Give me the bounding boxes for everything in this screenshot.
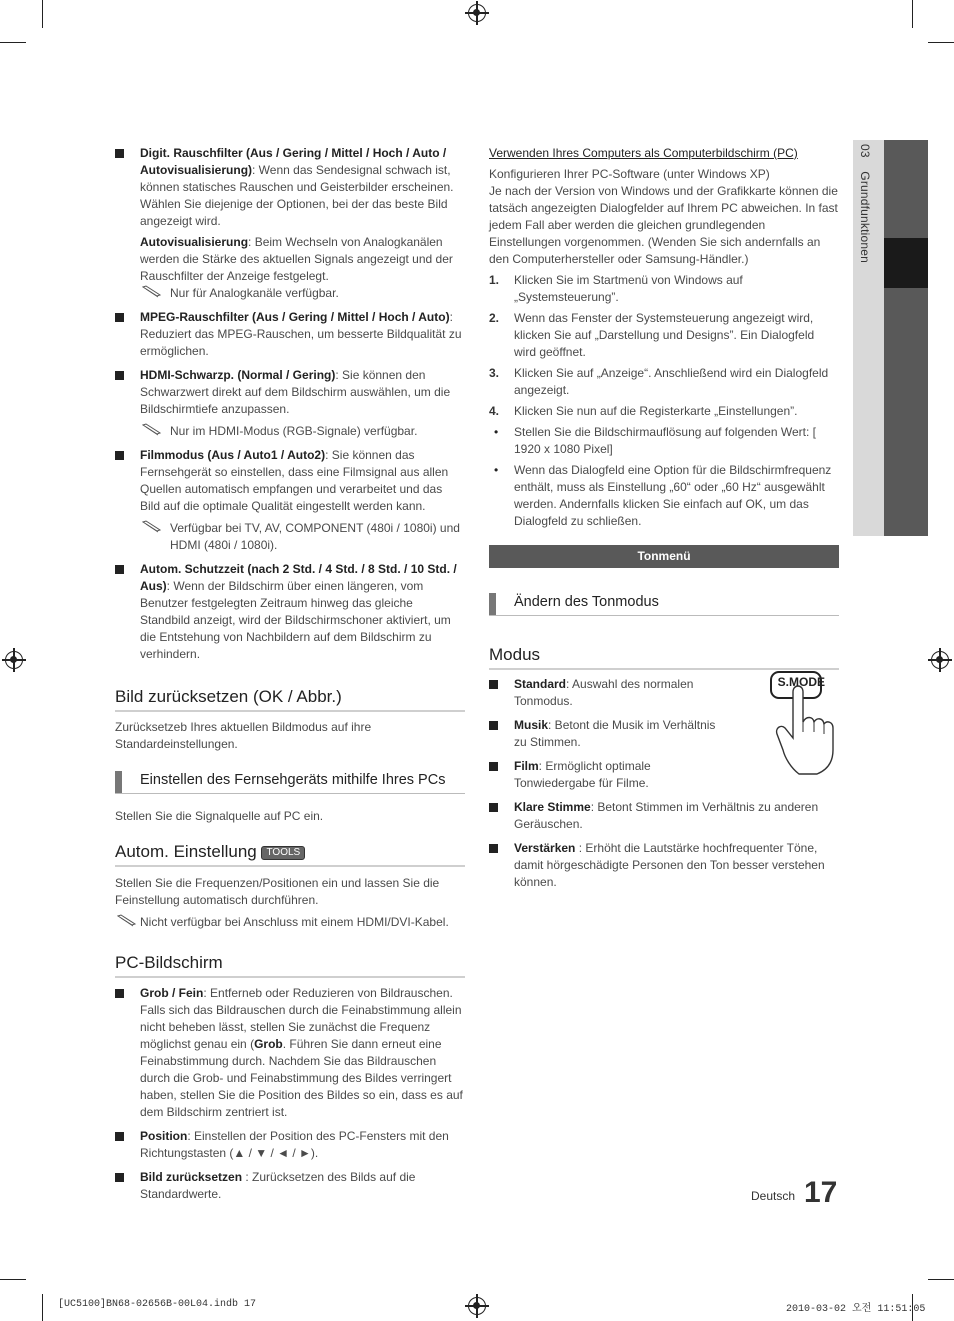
- paragraph: Konfigurieren Ihrer PC-Software (unter Windows XP): [489, 167, 770, 181]
- list-item: Autom. Schutzzeit (nach 2 Std. / 4 Std. / 8 Std. / 10 Std. / Aus): Wenn der Bildschirm über einen längeren, vom Benutzer festgelegten Zeitraum hinweg das gleiche Standbild anzeigt, wird der Bildschirmschoner aktiviert, um die Entstehung von Nachbildern auf dem Bildschirm zu verhindern.: [115, 561, 465, 663]
- right-column: [489, 145, 839, 891]
- section-banner: Tonmenü: [489, 545, 839, 568]
- list-item-sub: Autovisualisierung: Beim Wechseln von Analogkanälen werden die Stärke des aktuellen Signals angezeigt und der Rauschfilter der Anzeige festgelegt.: [140, 235, 453, 283]
- page-number: 17: [804, 1176, 838, 1209]
- sub-heading: Einstellen des Fernsehgeräts mithilfe Ihres PCs: [115, 771, 465, 794]
- list-item: HDMI-Schwarzp. (Normal / Gering): Sie können den Schwarzwert direkt auf dem Bildschirm auswählen, um die Bildschirmtiefe anzupassen.: [115, 367, 465, 418]
- list-item: 1. Klicken Sie im Startmenü von Windows auf „Systemsteuerung”.: [489, 273, 743, 304]
- paragraph: Je nach der Version von Windows und der Grafikkarte können die tatsäch angezeigten Dialogfelder auf Ihrem PC abweichen. In fast jedem Fall aber werden die gleichen grundlegenden Einstellungen vorgenommen. (Wenden Sie sich andernfalls an den Computerhersteller oder Samsung-Händler.): [489, 184, 838, 266]
- section-heading: Bild zurücksetzen (OK / Abbr.): [115, 686, 465, 712]
- list-item: Musik: Betont die Musik im Verhältnis zu Stimmen.: [489, 717, 839, 751]
- section-heading: PC-Bildschirm: [115, 952, 465, 978]
- section-heading: Modus: [489, 644, 839, 670]
- crop-mark: [928, 42, 954, 43]
- side-tab-dark: [884, 140, 928, 536]
- crop-mark: [42, 0, 43, 28]
- list-item: Klare Stimme: Betont Stimmen im Verhältnis zu anderen Geräuschen.: [489, 799, 839, 833]
- paragraph: Stellen Sie die Frequenzen/Positionen ein und lassen Sie die Feinstellung automatisch durchführen.: [115, 876, 440, 907]
- note: Verfügbar bei TV, AV, COMPONENT (480i / 1080i) und HDMI (480i / 1080i).: [140, 520, 465, 554]
- print-slug-file: [UC5100]BN68-02656B-00L04.indb 17: [58, 1299, 257, 1310]
- side-tab-marker: [884, 238, 928, 288]
- left-column: [115, 145, 465, 1203]
- list-item: Position: Einstellen der Position des PC-Fensters mit den Richtungstasten (▲ / ▼ / ◄ / ►).: [115, 1128, 465, 1162]
- tools-badge: TOOLS: [261, 846, 305, 860]
- pencil-note-icon: [117, 914, 137, 928]
- list-item: 4. Klicken Sie nun auf die Registerkarte „Einstellungen”.: [489, 404, 798, 418]
- footer-language: Deutsch: [751, 1189, 796, 1203]
- list-item: 3. Klicken Sie auf „Anzeige“. Anschließend wird ein Dialogfeld angezeigt.: [489, 366, 829, 397]
- chapter-number: 03: [858, 144, 872, 158]
- note: Nicht verfügbar bei Anschluss mit einem HDMI/DVI-Kabel.: [115, 914, 465, 931]
- list-item: Standard: Auswahl des normalen Tonmodus.: [489, 676, 839, 710]
- note: Nur für Analogkanäle verfügbar.: [140, 285, 465, 302]
- pencil-note-icon: [142, 520, 162, 534]
- list-item: • Wenn das Dialogfeld eine Option für die Bildschirmfrequenz enthält, muss als Einstellung „60“ oder „60 Hz“ ausgewählt werden. Andernfalls klicken Sie einfach auf OK, um das Dialogfeld zu schließen.: [489, 462, 839, 530]
- modus-list: [489, 676, 839, 891]
- pencil-note-icon: [142, 423, 162, 437]
- paragraph: Stellen Sie die Signalquelle auf PC ein.: [115, 809, 324, 823]
- registration-mark-icon: [931, 651, 949, 669]
- list-item: Grob / Fein: Entferneb oder Reduzieren von Bildrauschen. Falls sich das Bildrauschen durch die Feinabstimmung allein nicht beheben lässt, stellen Sie zunächst die Frequenz möglichst genau ein (Grob. Führen Sie dann erneut eine Feinabstimmung durch. Nachdem Sie das Bildrauschen durch die Grob- und Feinabstimmung des Bildes verringert haben, stellen Sie die Position des Bildes so ein, dass es auf dem Bildschirm zentriert ist.: [115, 985, 465, 1121]
- step-list: [489, 272, 839, 530]
- chapter-title: Grundfunktionen: [858, 171, 872, 264]
- paragraph: Zurücksetzeb Ihres aktuellen Bildmodus auf ihre Standardeinstellungen.: [115, 720, 372, 751]
- crop-mark: [42, 1294, 43, 1321]
- list-item: Digit. Rauschfilter (Aus / Gering / Mittel / Hoch / Auto / Autovisualisierung): Wenn das Sendesignal schwach ist, können statisches Rauschen und Geisterbilder erscheinen. Wählen Sie diejenige der Optionen, bei der das beste Bild angezeigt wird.: [115, 145, 465, 230]
- sub-heading: Ändern des Tonmodus: [489, 593, 839, 616]
- smode-button-label: S.MODE: [777, 675, 825, 689]
- section-heading: Autom. Einstellung TOOLS: [115, 841, 465, 867]
- print-slug-date: 2010-03-02 오전 11:51:05: [786, 1304, 926, 1315]
- pencil-note-icon: [142, 285, 162, 299]
- note: Nur im HDMI-Modus (RGB-Signale) verfügbar.: [140, 423, 465, 440]
- registration-mark-icon: [468, 4, 486, 22]
- list-item: • Stellen Sie die Bildschirmauflösung auf folgenden Wert: [ 1920 x 1080 Pixel]: [489, 424, 839, 458]
- crop-mark: [928, 1279, 954, 1280]
- list-item: 2. Wenn das Fenster der Systemsteuerung angezeigt wird, klicken Sie auf „Darstellung und Designs”. Ein Dialogfeld wird geöffnet.: [489, 311, 815, 359]
- list-item: Filmmodus (Aus / Auto1 / Auto2): Sie können das Fernsehgerät so einstellen, dass eine Filmsignal aus allen Quellen automatisch empfangen und verarbeitet und das Bild auf die optimale Qualität eingestellt werden kann.: [115, 447, 465, 515]
- list-item: Verstärken : Erhöht die Lautstärke hochfrequenter Töne, damit hörgeschädigte Personen den Ton besser verstehen können.: [489, 840, 839, 891]
- registration-mark-icon: [468, 1297, 486, 1315]
- crop-mark: [912, 0, 913, 28]
- list-item: Bild zurücksetzen : Zurücksetzen des Bilds auf die Standardwerte.: [115, 1169, 465, 1203]
- list-item: Film: Ermöglicht optimale Tonwiedergabe für Filme.: [489, 758, 839, 792]
- chapter-label: [858, 144, 872, 263]
- list-item: MPEG-Rauschfilter (Aus / Gering / Mittel / Hoch / Auto): Reduziert das MPEG-Rauschen, um besserte Bildqualität zu ermöglichen.: [115, 309, 465, 360]
- registration-mark-icon: [5, 651, 23, 669]
- section-title: Verwenden Ihres Computers als Computerbildschirm (PC): [489, 146, 798, 160]
- crop-mark: [0, 1279, 26, 1280]
- crop-mark: [0, 42, 26, 43]
